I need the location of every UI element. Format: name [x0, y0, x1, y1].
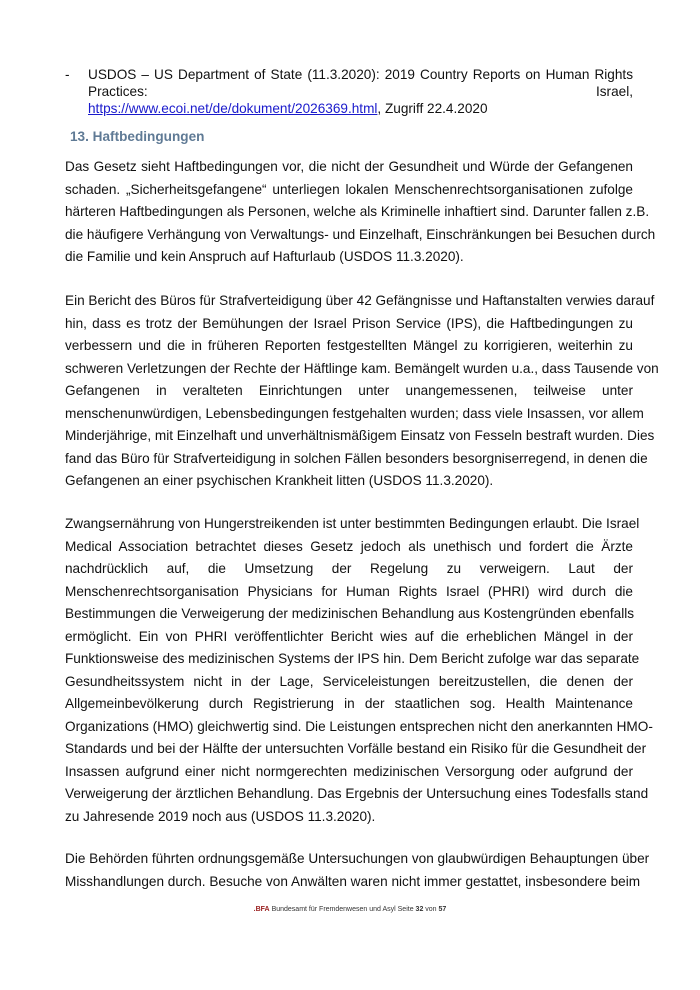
text-line: Menschenrechtsorganisation Physicians for Human Rights Israel (PHRI) wird durch die	[65, 583, 633, 599]
paragraph	[65, 513, 653, 828]
paragraph	[65, 156, 656, 269]
text-line: Insassen aufgrund einer nicht normgerechten medizinischen Versorgung oder aufgrund der	[65, 763, 633, 779]
text-line: Gefangenen in veralteten Einrichtungen unter unangemessenen, teilweise unter	[65, 383, 633, 398]
text-line: Funktionsweise des medizinischen Systems der IPS hin. Dem Bericht zufolge war das separate	[65, 651, 640, 666]
page-number: 32	[415, 906, 424, 913]
text-line: Medical Association betrachtet dieses Gesetz jedoch als unethisch und fordert die Ärzte	[65, 538, 633, 554]
reference-line: Practices:	[88, 84, 148, 99]
reference-line: Israel,	[595, 84, 633, 99]
bfa-logo: .BFA	[253, 906, 270, 913]
text-line: härteren Haftbedingungen als Personen, welche als Kriminelle inhaftiert sind. Darunter fallen z.B.	[65, 204, 650, 219]
paragraph	[65, 848, 650, 893]
text-line: Das Gesetz sieht Haftbedingungen vor, die nicht der Gesundheit und Würde der Gefangenen	[65, 159, 633, 174]
page-total: 57	[438, 906, 447, 913]
text-line: Gefangenen an einer psychischen Krankheit litten (USDOS 11.3.2020).	[65, 473, 494, 488]
text-line: Minderjährige, mit Einzelhaft und unverhältnismäßigem Einsatz von Fesseln bestraft wurden. Dies	[65, 428, 655, 443]
paragraph	[65, 290, 659, 493]
reference-entry	[65, 66, 633, 117]
text-line: verbessern und die in früheren Reporten festgestellten Mängel zu korrigieren, weiterhin zu	[65, 338, 633, 353]
text-line: schweren Verletzungen der Rechte der Häftlinge kam. Bemängelt wurden u.a., dass Tausende von	[65, 360, 659, 376]
text-line: hin, dass es trotz der Bemühungen der Israel Prison Service (IPS), die Haftbedingungen zu	[65, 315, 633, 331]
text-line: menschenunwürdigen, Lebensbedingungen festgehalten wurden; dass viele Insassen, vor allem	[65, 405, 644, 421]
text-line: Ein Bericht des Büros für Strafverteidigung über 42 Gefängnisse und Haftanstalten verwies darauf	[65, 293, 655, 308]
text-line: Verweigerung der ärztlichen Behandlung. Das Ergebnis der Untersuchung eines Todesfalls stand	[65, 786, 649, 801]
text-line: zu Jahresende 2019 noch aus (USDOS 11.3.2020).	[65, 808, 376, 824]
text-line: Misshandlungen durch. Besuche von Anwälten waren nicht immer gestattet, insbesondere beim	[65, 873, 641, 889]
text-line: Organizations (HMO) gleichwertig sind. Die Leistungen entsprechen nicht den anerkannten HMO-	[65, 718, 653, 734]
footer-of: von	[423, 906, 439, 913]
reference-line: USDOS – US Department of State (11.3.2020): 2019 Country Reports on Human Rights	[88, 67, 633, 82]
footer-text: Bundesamt für Fremdenwesen und Asyl Seite	[269, 906, 416, 913]
reference-link[interactable]: https://www.ecoi.net/de/dokument/2026369.html	[88, 101, 378, 116]
list-dash: -	[65, 67, 70, 82]
text-line: schaden. „Sicherheitsgefangene“ unterliegen lokalen Menschenrechtsorganisationen zufolge	[65, 181, 633, 197]
text-line: die häufigere Verhängung von Verwaltungs- und Einzelhaft, Einschränkungen bei Besuchen durch	[65, 226, 656, 242]
reference-access-date: , Zugriff 22.4.2020	[377, 101, 488, 116]
text-line: Die Behörden führten ordnungsgemäße Untersuchungen von glaubwürdigen Behauptungen über	[65, 851, 650, 866]
text-line: Standards und bei der Hälfte der untersuchten Vorfälle bestand ein Risiko für die Gesundheit der	[65, 741, 647, 756]
text-line: ermöglicht. Ein von PHRI veröffentlichter Bericht wies auf die erheblichen Mängel in der	[65, 628, 633, 644]
text-line: Zwangsernährung von Hungerstreikenden ist unter bestimmten Bedingungen erlaubt. Die Israel	[65, 516, 640, 531]
text-line: nachdrücklich auf, die Umsetzung der Regelung zu verweigern. Laut der	[65, 561, 633, 576]
text-line: Allgemeinbevölkerung durch Registrierung in der staatlichen sog. Health Maintenance	[65, 696, 633, 711]
text-line: die Familie und kein Anspruch auf Hafturlaub (USDOS 11.3.2020).	[65, 249, 464, 264]
text-line: fand das Büro für Strafverteidigung in solchen Fällen besonders besorgniserregend, in denen die	[65, 450, 648, 466]
page-footer	[0, 906, 700, 913]
text-line: Bestimmungen die Verweigerung der medizinischen Behandlung aus Kostengründen ebenfalls	[65, 606, 635, 621]
section-heading: 13. Haftbedingungen	[70, 129, 205, 144]
text-line: Gesundheitssystem nicht in der Lage, Serviceleistungen bereitzustellen, die denen der	[65, 673, 633, 689]
